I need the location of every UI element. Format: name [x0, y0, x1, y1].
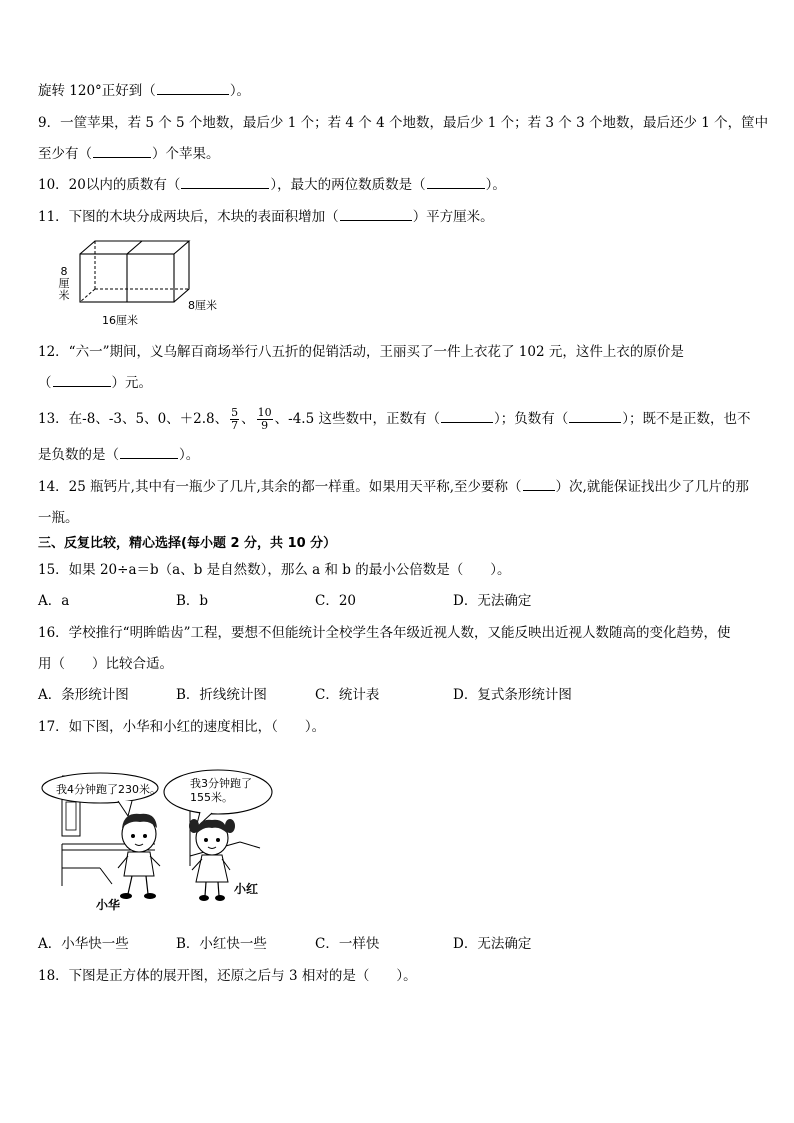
- q17-stem: 17．如下图，小华和小红的速度相比，（ ）。: [38, 719, 326, 735]
- q17-option-b[interactable]: B．小红快一些: [176, 936, 267, 952]
- q16-line1: 16．学校推行“明眸皓齿”工程，要想不但能统计全校学生各年级近视人数，又能反映出近视人数随高的变化趋势，使: [38, 625, 731, 641]
- name-xiaohua: 小华: [96, 898, 121, 912]
- speech-bubble-right: 我3分钟跑了 155米。: [190, 777, 252, 804]
- answer-blank[interactable]: [93, 145, 151, 158]
- q14-line2: 一瓶。: [38, 510, 79, 526]
- q18-stem: 18．下图是正方体的展开图，还原之后与 3 相对的是（ ）。: [38, 968, 417, 984]
- q10: 10．20以内的质数有（ ），最大的两位数质数是（ ）。: [38, 177, 506, 193]
- q17-option-d[interactable]: D．无法确定: [453, 936, 532, 952]
- q12-line1: 12．“六一”期间，义乌解百商场举行八五折的促销活动，王丽买了一件上衣花了 102 元，这件上衣的原价是: [38, 344, 684, 360]
- q8-tail: 旋转 120°正好到（ ）。: [38, 83, 251, 99]
- fraction-10-9: $\frac{10}{9}$: [257, 406, 272, 432]
- q16-option-a[interactable]: A．条形统计图: [38, 687, 129, 703]
- q17-option-c[interactable]: C．一样快: [315, 936, 380, 952]
- cuboid-figure: [50, 236, 230, 332]
- q16-option-c[interactable]: C．统计表: [315, 687, 380, 703]
- q15-option-a[interactable]: A．a: [38, 593, 70, 609]
- answer-blank[interactable]: [569, 410, 621, 423]
- q15-stem: 15．如果 20÷a＝b（a、b 是自然数），那么 a 和 b 的最小公倍数是（ ）。: [38, 562, 511, 578]
- q15-option-d[interactable]: D．无法确定: [453, 593, 532, 609]
- q8-text: 旋转 120°正好到（: [38, 83, 156, 99]
- q11: 11．下图的木块分成两块后，木块的表面积增加（ ）平方厘米。: [38, 209, 494, 225]
- answer-blank[interactable]: [53, 374, 111, 387]
- fraction-5-7: $\frac{5}{7}$: [231, 406, 239, 432]
- answer-blank[interactable]: [157, 82, 229, 95]
- speech-bubble-left: 我4分钟跑了230米。: [56, 783, 161, 796]
- q13-line1: 13．在-8、-3、5、0、＋2.8、 $\frac{5}{7}$ 、 $\frac{10}{9}$ 、-4.5 这些数中，正数有（ ）；负数有（ ）；既不是正数，也不: [38, 406, 751, 432]
- name-xiaohong: 小红: [234, 882, 259, 896]
- q17-option-a[interactable]: A．小华快一些: [38, 936, 129, 952]
- depth-label: 8厘米: [188, 299, 217, 312]
- section-title: 三、反复比较，精心选择(每小题 2 分，共 10 分）: [38, 536, 337, 551]
- q15-option-b[interactable]: B．b: [176, 593, 209, 609]
- height-label: 8 厘 米: [58, 265, 70, 302]
- q14-line1: 14．25 瓶钙片,其中有一瓶少了几片,其余的都一样重。如果用天平称,至少要称（ ）次,就能保证找出少了几片的那: [38, 479, 749, 495]
- q13-line2: 是负数的是（ ）。: [38, 447, 200, 463]
- length-label: 16厘米: [102, 314, 138, 327]
- q16-option-d[interactable]: D．复式条形统计图: [453, 687, 572, 703]
- q12-line2: （ ）元。: [38, 375, 152, 391]
- answer-blank[interactable]: [181, 176, 269, 189]
- answer-blank[interactable]: [340, 208, 412, 221]
- q9-line1: 9．一筐苹果，若 5 个 5 个地数，最后少 1 个；若 4 个 4 个地数，最后少 1 个；若 3 个 3 个地数，最后还少 1 个，筐中: [38, 115, 769, 131]
- answer-blank[interactable]: [441, 410, 493, 423]
- q9-line2: 至少有（ ）个苹果。: [38, 146, 220, 162]
- answer-blank[interactable]: [523, 478, 555, 491]
- q15-option-c[interactable]: C．20: [315, 593, 357, 609]
- answer-blank[interactable]: [120, 446, 178, 459]
- answer-blank[interactable]: [427, 176, 485, 189]
- q16-option-b[interactable]: B．折线统计图: [176, 687, 267, 703]
- q16-line2: 用（ ）比较合适。: [38, 656, 173, 672]
